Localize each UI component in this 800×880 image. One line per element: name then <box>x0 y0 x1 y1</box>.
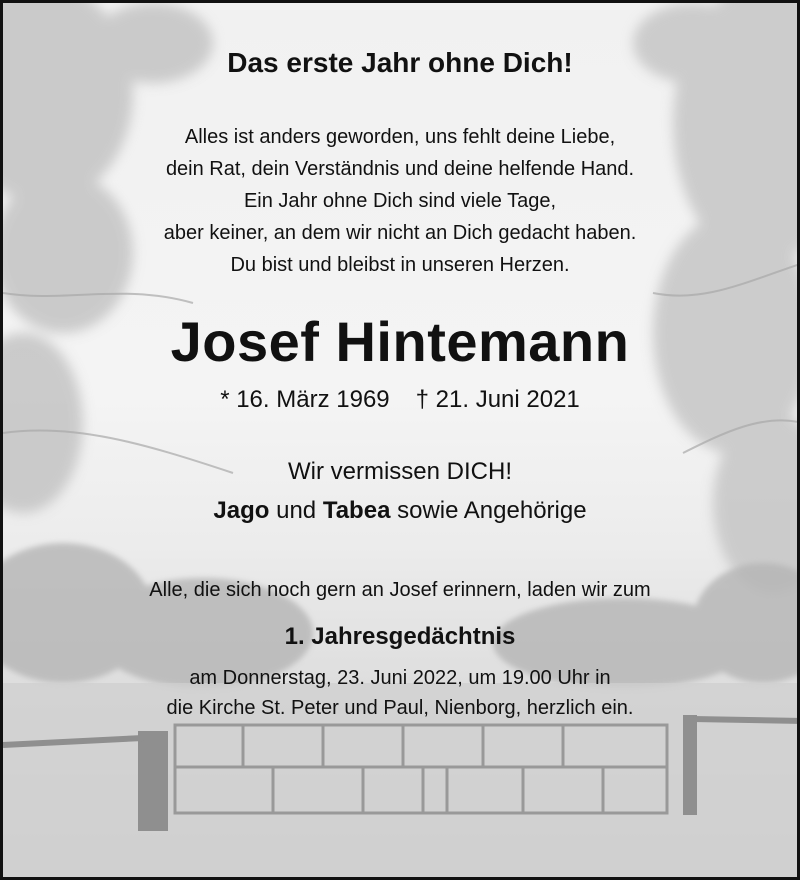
life-dates <box>3 386 797 414</box>
verse-line: aber keiner, an dem wir nicht an Dich gedacht haben. <box>163 222 637 244</box>
miss-text: Wir vermissen DICH! <box>287 458 512 485</box>
family-connector: und <box>276 497 317 524</box>
verse-line: Ein Jahr ohne Dich sind viele Tage, <box>243 190 557 212</box>
event-detail-line: am Donnerstag, 23. Juni 2022, um 19.00 Uhr in <box>189 667 611 689</box>
event-title: 1. Jahresgedächtnis <box>284 623 516 650</box>
memorial-verse <box>3 121 797 281</box>
death-date: † 21. Juni 2021 <box>415 386 580 413</box>
verse-line: Du bist und bleibst in unseren Herzen. <box>230 254 570 276</box>
deceased-name: Josef Hintemann <box>170 310 630 373</box>
event-details <box>3 663 797 723</box>
event-detail-line: die Kirche St. Peter und Paul, Nienborg, herzlich ein. <box>166 697 634 719</box>
invitation-text: Alle, die sich noch gern an Josef erinnern, laden wir zum <box>149 579 651 601</box>
family-name-2: Tabea <box>322 497 391 524</box>
verse-line: Alles ist anders geworden, uns fehlt deine Liebe, <box>184 126 616 148</box>
family-suffix: sowie Angehörige <box>397 497 587 524</box>
verse-line: dein Rat, dein Verständnis und deine helfende Hand. <box>165 158 635 180</box>
motto-heading: Das erste Jahr ohne Dich! <box>227 47 573 78</box>
family-name-1: Jago <box>213 497 270 524</box>
family-signature <box>3 497 797 525</box>
birth-date: * 16. März 1969 <box>220 386 390 413</box>
